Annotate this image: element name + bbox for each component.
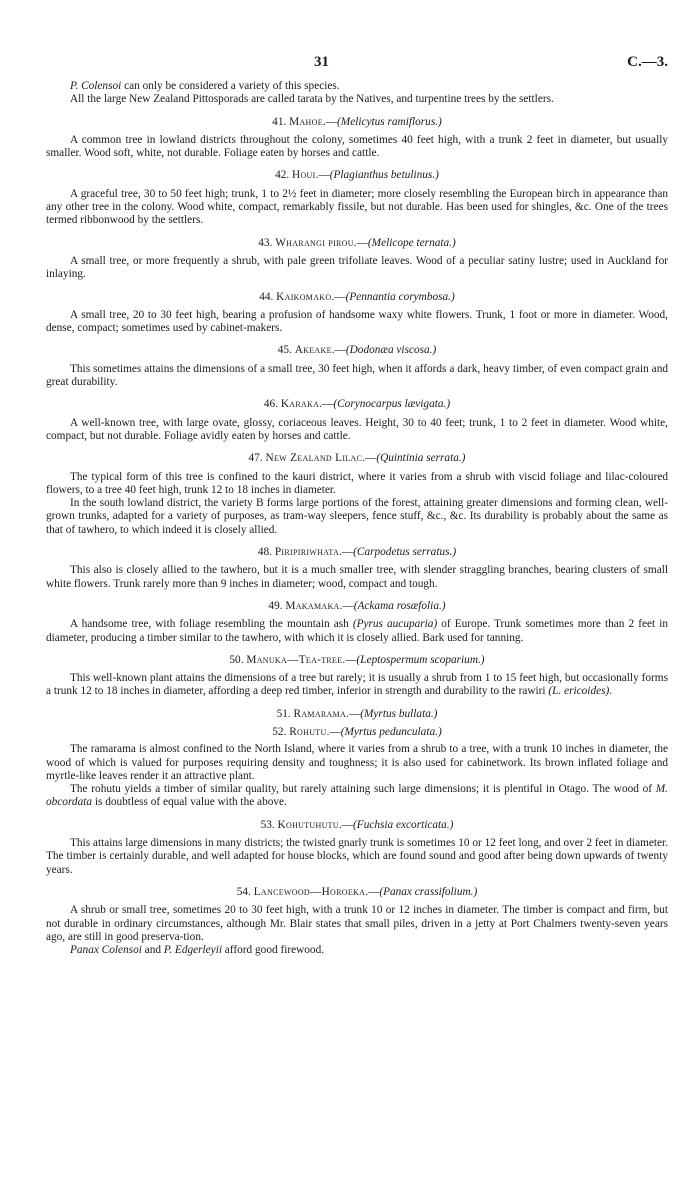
italic-text: P. Edgerleyii <box>163 944 222 957</box>
italic-text: (Panax crassifolium.) <box>379 885 478 898</box>
paragraph: A small tree, or more frequently a shrub, with pale green trifoliate leaves. Wood of a peculiar satiny lustre; used in Auckland for inlaying. <box>46 254 668 281</box>
document-body <box>46 80 668 957</box>
italic-text: M. obcordata <box>46 783 668 809</box>
common-name: Kaikomako <box>276 290 332 303</box>
species-heading: 41. Mahoe.—(Melicytus ramiflorus.) <box>272 115 442 128</box>
species-heading: 47. New Zealand Lilac.—(Quintinia serrata.) <box>248 452 466 465</box>
italic-text: (Quintinia serrata.) <box>376 452 466 465</box>
common-name: Akeake <box>294 344 332 357</box>
species-heading: 51. Ramarama.—(Myrtus bullata.) <box>276 707 438 720</box>
species-heading: 44. Kaikomako.—(Pennantia corymbosa.) <box>259 290 455 303</box>
paragraph: A common tree in lowland districts throughout the colony, sometimes 40 feet high, with a trunk 2 feet in diameter, but usually smaller. Wood soft, white, not durable. Foliage eaten by horses and cattle. <box>46 133 668 160</box>
common-name: Houi <box>292 169 316 182</box>
paragraph: A well-known tree, with large ovate, glossy, coriaceous leaves. Height, 30 to 40 feet; trunk, 1 to 2 feet in diameter. Wood white, compact, but not durable. Foliage avidly eaten by horses and cattle. <box>46 416 668 442</box>
species-heading: 45. Akeake.—(Dodonæa viscosa.) <box>277 344 437 357</box>
paragraph: The typical form of this tree is confined to the kauri district, where it varies from a shrub with viscid foliage and lilac-coloured flowers, to a tree 40 feet high, trunk 12 to 18 inches in diameter. <box>46 470 668 496</box>
paragraph: A small tree, 20 to 30 feet high, bearing a profusion of handsome waxy white flowers. Trunk, 1 foot or more in diameter. Wood, dense, compact; sometimes used by cabinet-makers. <box>46 308 668 335</box>
italic-text: (Melicytus ramiflorus.) <box>337 115 442 128</box>
species-heading: 53. Kohutuhutu.—(Fuchsia excorticata.) <box>260 818 454 831</box>
italic-text: (L. ericoides) <box>548 685 610 698</box>
italic-text: (Carpodetus serratus.) <box>353 546 457 559</box>
common-name: Ramarama <box>293 707 347 720</box>
italic-text: (Fuchsia excorticata.) <box>353 818 454 831</box>
document-page <box>46 54 668 957</box>
document-reference: C.—3. <box>627 54 668 70</box>
paragraph: A shrub or small tree, sometimes 20 to 30 feet high, with a trunk 10 or 12 inches in diameter. The timber is compact and firm, but not durable in ordinary circumstances, although Mr. Blair states that small piles, driven in a jetty at Port Chalmers twenty-seven years ago, are still in good preserva-tion. <box>46 904 668 943</box>
italic-text: Panax Colensoi <box>70 944 142 957</box>
italic-text: (Ackama rosæfolia.) <box>353 599 446 612</box>
common-name: Makamaka <box>285 599 340 612</box>
common-name: Piripiriwhata <box>274 546 340 559</box>
italic-text: (Myrtus pedunculata.) <box>340 725 442 738</box>
italic-text: P. Colensoi <box>70 80 122 92</box>
paragraph: The rohutu yields a timber of similar quality, but rarely attaining such large dimensions; it is plentiful in Otago. The wood of M. obcordata is doubtless of equal value with the above. <box>46 783 668 809</box>
species-heading: 46. Karaka.—(Corynocarpus lævigata.) <box>263 398 451 411</box>
paragraph: This well-known plant attains the dimensions of a tree but rarely; it is usually a shrub from 1 to 15 feet high, but occasionally forms a trunk 12 to 18 inches in diameter, affording a deep red timber, inferior in strength and durability to the rawiri (L. ericoides). <box>46 672 668 698</box>
paragraph: All the large New Zealand Pittosporads are called tarata by the Natives, and turpentine trees by the settlers. <box>70 93 554 106</box>
species-heading: 49. Makamaka.—(Ackama rosæfolia.) <box>268 599 446 612</box>
italic-text: (Melicope ternata.) <box>367 236 456 249</box>
common-name: New Zealand Lilac <box>265 452 363 465</box>
italic-text: (Myrtus bullata.) <box>360 707 438 720</box>
species-heading: 42. Houi.—(Plagianthus betulinus.) <box>275 169 439 182</box>
italic-text: (Pennantia corymbosa.) <box>345 290 455 303</box>
species-heading: 43. Wharangi pirou.—(Melicope ternata.) <box>258 236 456 249</box>
species-heading: 54. Lancewood—Horoeka.—(Panax crassifolium.) <box>236 885 478 898</box>
italic-text: (Plagianthus betulinus.) <box>329 169 439 182</box>
paragraph: This sometimes attains the dimensions of a small tree, 30 feet high, when it affords a dark, heavy timber, of even compact grain and great durability. <box>46 362 668 389</box>
common-name: Kohutuhutu <box>277 818 339 831</box>
common-name: Mahoe <box>289 115 323 128</box>
species-heading: 52. Rohutu.—(Myrtus pedunculata.) <box>272 725 442 738</box>
italic-text: (Leptospermum scoparium.) <box>356 653 485 666</box>
paragraph: Panax Colensoi and P. Edgerleyii afford good firewood. <box>70 944 325 957</box>
italic-text: (Corynocarpus lævigata.) <box>333 398 451 411</box>
paragraph: This attains large dimensions in many districts; the twisted gnarly trunk is sometimes 10 or 12 feet long, and over 2 feet in diameter. The timber is certainly durable, and well adapted for house blocks, which are found sound and good after being down upwards of twenty years. <box>46 837 668 876</box>
common-name: Wharangi pirou <box>275 236 354 249</box>
common-name: Karaka <box>280 398 320 411</box>
species-heading: 48. Piripiriwhata.—(Carpodetus serratus.) <box>257 546 457 559</box>
page-number: 31 <box>314 54 329 70</box>
page-header <box>46 54 668 80</box>
species-heading: 50. Manuka—Tea-tree.—(Leptospermum scoparium.) <box>229 653 485 666</box>
paragraph: This also is closely allied to the tawhero, but it is a much smaller tree, with slender straggling branches, bearing clusters of small white flowers. Trunk rarely more than 9 inches in diameter; wood, compact and tough. <box>46 564 668 590</box>
italic-text: (Dodonæa viscosa.) <box>345 344 437 357</box>
paragraph: P. Colensoi can only be considered a variety of this species. <box>70 80 340 92</box>
paragraph: The ramarama is almost confined to the North Island, where it varies from a shrub to a tree, with a trunk 10 inches in diameter, the wood of which is valued for purposes requiring density and toughness; it is also used for cabinetwork. Its brown inflated foliage and myrtle-like leaves render it an attractive plant. <box>46 743 668 782</box>
paragraph: A graceful tree, 30 to 50 feet high; trunk, 1 to 2½ feet in diameter; more closely resembling the European birch in appearance than any other tree in the colony. Wood white, compact, remarkably fissile, but not durable. Has been used for shingles, &c. One of the trees termed ribbonwood by the settlers. <box>46 187 668 227</box>
common-name: Lancewood—Horoeka <box>253 885 366 898</box>
italic-text: (Pyrus aucuparia) <box>352 618 438 631</box>
paragraph: In the south lowland district, the variety B forms large portions of the forest, attaining greater dimensions and forming clean, well-grown trunks, adapted for a variety of purposes, as tram-way sleepers, fence stuff, &c., &c. Its durability is probably about the same as that of tawhero, to which indeed it is closely allied. <box>46 497 668 536</box>
common-name: Manuka—Tea-tree <box>246 653 343 666</box>
common-name: Rohutu <box>289 725 327 738</box>
paragraph: A handsome tree, with foliage resembling the mountain ash (Pyrus aucuparia) of Europe. Trunk sometimes more than 2 feet in diameter, producing a timber similar to the tawhero, with which it is closely allied. Bark used for tanning. <box>46 618 668 644</box>
